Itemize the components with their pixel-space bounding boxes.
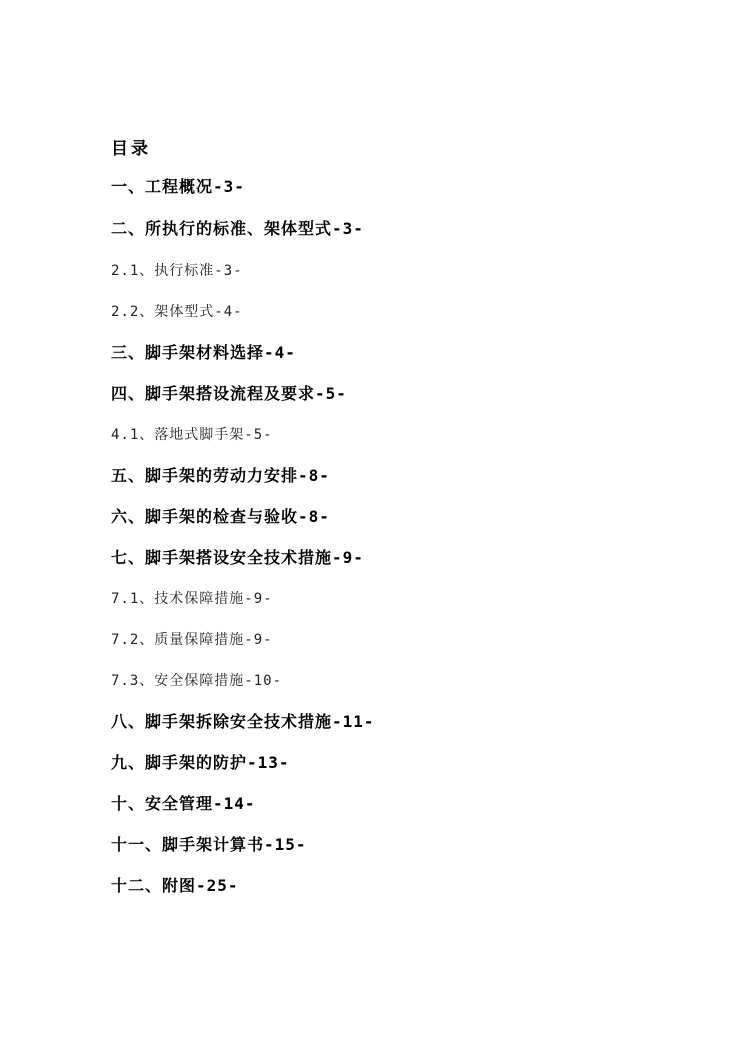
toc-entry[interactable]: 2.1、执行标准-3- — [111, 263, 243, 279]
toc-entry[interactable]: 八、脚手架拆除安全技术措施-11- — [111, 712, 375, 731]
toc-entry[interactable]: 七、脚手架搭设安全技术措施-9- — [111, 548, 364, 567]
toc-entry[interactable]: 二、所执行的标准、架体型式-3- — [111, 219, 364, 238]
toc-entry[interactable]: 十一、脚手架计算书-15- — [111, 835, 307, 854]
toc-entry[interactable]: 三、脚手架材料选择-4- — [111, 343, 296, 362]
toc-entry[interactable]: 六、脚手架的检查与验收-8- — [111, 507, 330, 526]
toc-entry[interactable]: 7.3、安全保障措施-10- — [111, 673, 283, 689]
toc-title: 目录 — [111, 139, 151, 159]
toc-entry[interactable]: 十、安全管理-14- — [111, 794, 256, 813]
toc-entry[interactable]: 五、脚手架的劳动力安排-8- — [111, 466, 330, 485]
toc-entry[interactable]: 2.2、架体型式-4- — [111, 304, 243, 320]
toc-entry[interactable]: 一、工程概况-3- — [111, 177, 245, 196]
toc-entry[interactable]: 7.1、技术保障措施-9- — [111, 591, 273, 607]
toc-entry[interactable]: 十二、附图-25- — [111, 876, 239, 895]
toc-entry[interactable]: 7.2、质量保障措施-9- — [111, 632, 273, 648]
toc-entry[interactable]: 4.1、落地式脚手架-5- — [111, 427, 273, 443]
toc-entry[interactable]: 四、脚手架搭设流程及要求-5- — [111, 384, 347, 403]
toc-entry[interactable]: 九、脚手架的防护-13- — [111, 753, 290, 772]
